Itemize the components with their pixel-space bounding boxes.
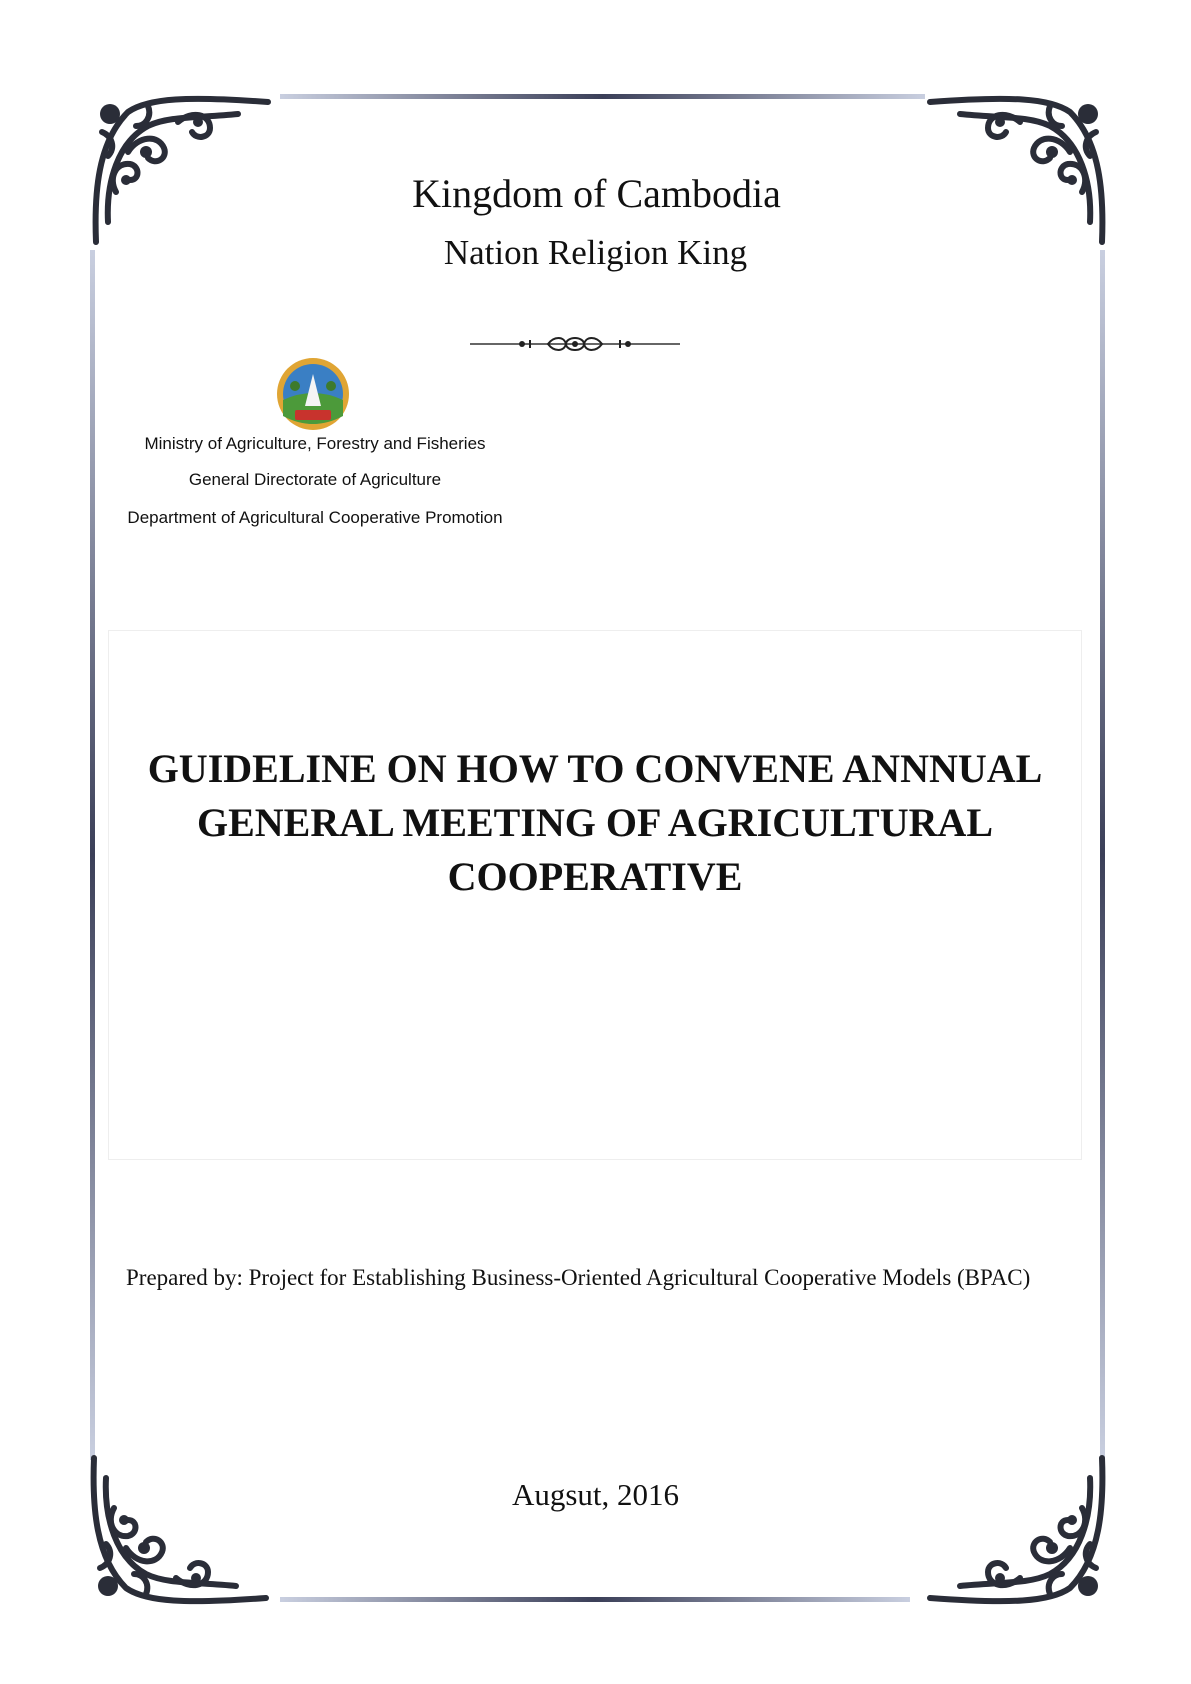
- ornament-divider-icon: [470, 330, 680, 358]
- document-title-line: GENERAL MEETING OF AGRICULTURAL: [196, 800, 994, 845]
- ornament-corner-icon: [920, 1438, 1110, 1608]
- document-title-line: COOPERATIVE: [447, 854, 743, 899]
- department-name: Department of Agricultural Cooperative Promotion: [127, 508, 503, 527]
- national-motto: Nation Religion King: [443, 233, 748, 272]
- prepared-by: Prepared by: Project for Establishing Business-Oriented Agricultural Cooperative Models (BPAC): [126, 1265, 1031, 1290]
- country-title: Kingdom of Cambodia: [412, 171, 781, 216]
- document-title: [108, 742, 1082, 904]
- publication-date: Augsut, 2016: [511, 1477, 680, 1512]
- ministry-name: Ministry of Agriculture, Forestry and Fisheries: [144, 434, 486, 453]
- ministry-emblem-icon: [275, 356, 351, 432]
- document-title-line: GUIDELINE ON HOW TO CONVENE ANNNUAL: [147, 746, 1043, 791]
- frame-left-line: [90, 250, 95, 1460]
- frame-top-line: [280, 94, 925, 99]
- frame-bottom-line: [280, 1597, 910, 1602]
- ornament-corner-icon: [86, 1438, 276, 1608]
- frame-right-line: [1100, 250, 1105, 1460]
- directorate-name: General Directorate of Agriculture: [188, 470, 442, 489]
